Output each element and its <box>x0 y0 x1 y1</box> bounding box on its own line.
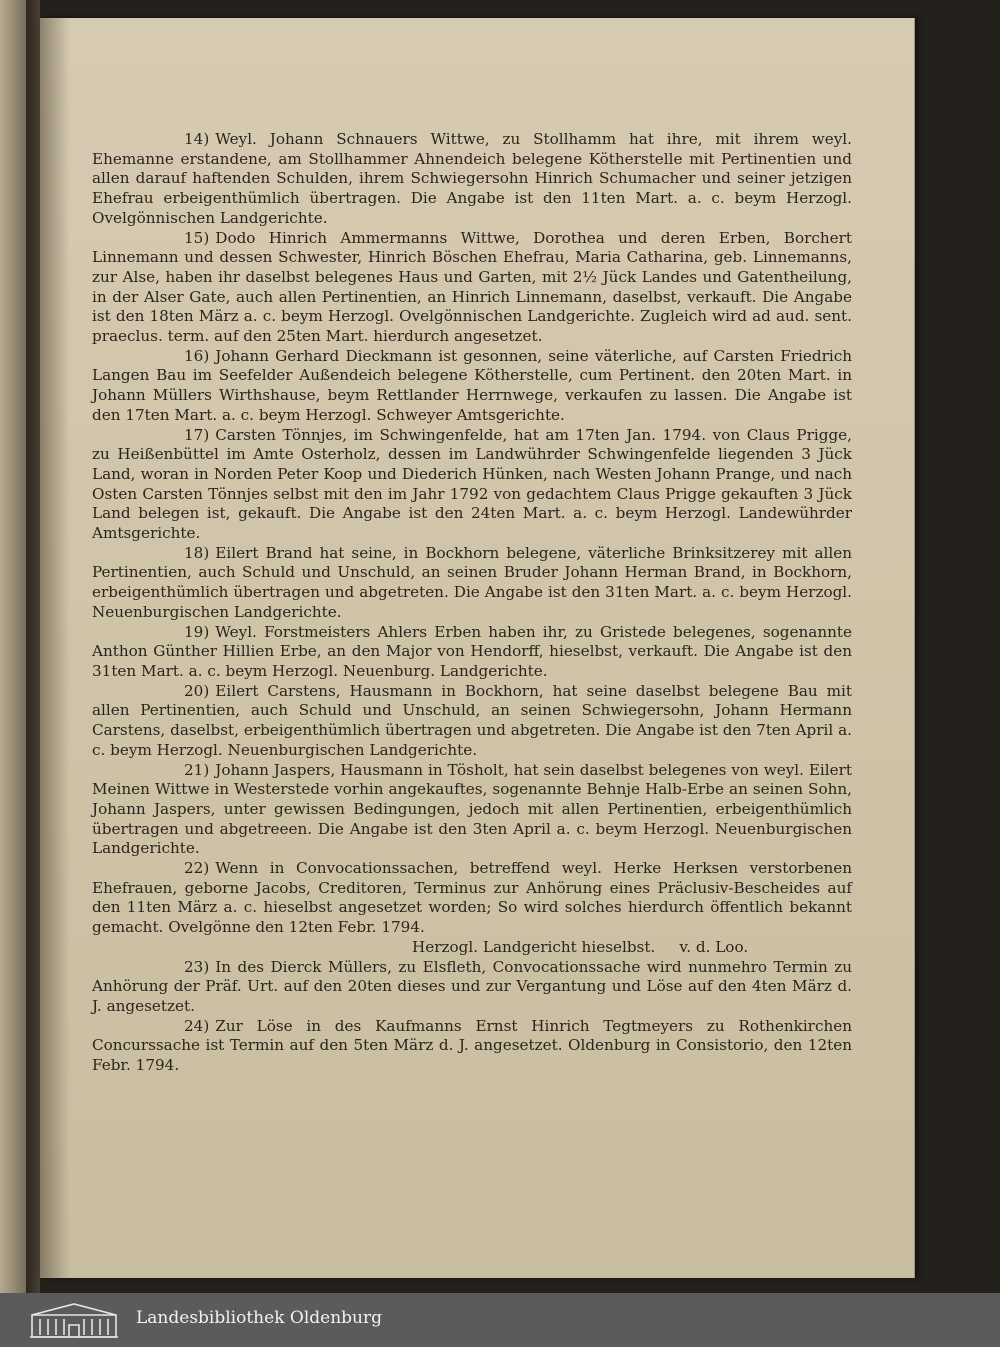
library-building-icon <box>28 1301 120 1339</box>
notice-number: 23) <box>184 957 210 976</box>
notice-body: Eilert Brand hat seine, in Bockhorn belegene, väterliche Brinksitzerey mit allen Pertinentien, auch Schuld und Unschuld, an seinen Bruder Johann Herman Brand, in Bockhorn, erbeigenthümlich übertragen und abgetreten. Die Angabe ist den 31ten Mart. a. c. beym Herzogl. Neuenburgischen Landgerichte. <box>92 543 852 621</box>
notice-body: Zur Löse in des Kaufmanns Ernst Hinrich Tegtmeyers zu Rothenkirchen Concurssache ist Termin auf den 5ten März d. J. angesetzet. Oldenburg in Consistorio, den 12ten Febr. 1794. <box>92 1016 852 1075</box>
notice-number: 22) <box>184 859 210 878</box>
notice-22 <box>92 859 852 938</box>
page-text <box>92 130 852 1076</box>
notice-number: 16) <box>184 346 210 365</box>
notice-number: 14) <box>184 130 210 148</box>
notice-23 <box>92 958 852 1017</box>
notice-number: 19) <box>184 622 210 641</box>
notice-17 <box>92 426 852 544</box>
notice-body: Eilert Carstens, Hausmann in Bockhorn, hat seine daselbst belegene Bau mit allen Pertinentien, auch Schuld und Unschuld, an seinen Schwiegersohn, Johann Hermann Carstens, daselbst, erbeigenthümlich übertragen und abgetreten. Die Angabe ist den 7ten April a. c. beym Herzogl. Neuenburgischen Landgerichte. <box>92 681 852 759</box>
notice-number: 17) <box>184 425 210 444</box>
notice-body: Weyl. Forstmeisters Ahlers Erben haben ihr, zu Gristede belegenes, sogenannte Anthon Günther Hillien Erbe, an den Major von Hendorff, hieselbst, verkauft. Die Angabe ist den 31ten Mart. a. c. beym Herzogl. Neuenburg. Landgerichte. <box>92 622 852 680</box>
signature-text: Herzogl. Landgericht hieselbst. v. d. Loo. <box>412 937 749 956</box>
notice-number: 18) <box>184 543 210 562</box>
library-footer <box>0 1293 1000 1347</box>
notice-20 <box>92 682 852 761</box>
notice-number: 15) <box>184 228 210 247</box>
notice-19 <box>92 623 852 682</box>
notice-body: In des Dierck Müllers, zu Elsfleth, Convocationssache wird nunmehro Termin zu Anhörung der Präf. Urt. auf den 20ten dieses und zur Vergantung und Löse auf den 4ten März d. J. angesetzet. <box>92 957 852 1015</box>
notice-24 <box>92 1017 852 1076</box>
notice-body: Carsten Tönnjes, im Schwingenfelde, hat am 17ten Jan. 1794. von Claus Prigge, zu Heißenbüttel im Amte Osterholz, dessen im Landwührder Schwingenfelde liegenden 3 Jück Land, woran in Norden Peter Koop und Diederich Hünken, nach Westen Johann Prange, und nach Osten Carsten Tönnjes selbst mit den im Jahr 1792 von gedachtem Claus Prigge gekauften 3 Jück Land belegen ist, gekauft. Die Angabe ist den 24ten Mart. a. c. beym Herzogl. Landewührder Amtsgerichte. <box>92 425 852 543</box>
notice-body: Wenn in Convocationssachen, betreffend weyl. Herke Herksen verstorbenen Ehefrauen, geborne Jacobs, Creditoren, Terminus zur Anhörung eines Präclusiv-Bescheides auf den 11ten März a. c. hieselbst angesetzet worden; So wird solches hierdurch öffentlich bekannt gemacht. Ovelgönne den 12ten Febr. 1794. <box>92 859 852 937</box>
notice-number: 20) <box>184 681 210 700</box>
notice-18 <box>92 544 852 623</box>
notice-number: 24) <box>184 1016 210 1035</box>
page-shadow <box>40 18 70 1278</box>
notice-14 <box>92 130 852 229</box>
notice-16 <box>92 347 852 426</box>
notice-number: 21) <box>184 760 210 779</box>
notice-body: Johann Gerhard Dieckmann ist gesonnen, seine väterliche, auf Carsten Friedrich Langen Bau im Seefelder Außendeich belegene Kötherstelle, cum Pertinent. den 20ten Mart. in Johann Müllers Wirthshause, beym Rettlander Herrnwege, verkaufen zu lassen. Die Angabe ist den 17ten Mart. a. c. beym Herzogl. Schweyer Amtsgerichte. <box>92 346 852 424</box>
book-gutter <box>26 0 40 1293</box>
notice-body: Weyl. Johann Schnauers Wittwe, zu Stollhamm hat ihre, mit ihrem weyl. Ehemanne erstandene, am Stollhammer Ahnendeich belegene Kötherstelle mit Pertinentien und allen darauf haftenden Schulden, ihrem Schwiegersohn Hinrich Schumacher und seiner jetzigen Ehefrau erbeigenthümlich übertragen. Die Angabe ist den 11ten Mart. a. c. beym Herzogl. Ovelgönnischen Landgerichte. <box>92 130 852 227</box>
notice-21 <box>92 761 852 860</box>
notice-body: Dodo Hinrich Ammermanns Wittwe, Dorothea und deren Erben, Borchert Linnemann und dessen Schwester, Hinrich Böschen Ehefrau, Maria Catharina, geb. Linnemanns, zur Alse, haben ihr daselbst belegenes Haus und Garten, mit 2½ Jück Landes und Gatentheilung, in der Alser Gate, auch allen Pertinentien, an Hinrich Linnemann, daselbst, verkauft. Die Angabe ist den 18ten März a. c. beym Herzogl. Ovelgönnischen Landgerichte. Zugleich wird ad aud. sent. praeclus. term. auf den 25ten Mart. hierdurch angesetzet. <box>92 228 852 346</box>
notice-body: Johann Jaspers, Hausmann in Tösholt, hat sein daselbst belegenes von weyl. Eilert Meinen Wittwe in Westerstede vorhin angekauftes, sogenannte Behnje Halb-Erbe an seinen Sohn, Johann Jaspers, unter gewissen Bedingungen, jedoch mit allen Pertinentien, erbeigenthümlich übertragen und abgetreeen. Die Angabe ist den 3ten April a. c. beym Herzogl. Neuenburgischen Landgerichte. <box>92 760 852 858</box>
document-page <box>40 18 915 1278</box>
court-signature <box>92 938 852 958</box>
library-name: Landesbibliothek Oldenburg <box>136 1308 383 1328</box>
notice-15 <box>92 229 852 347</box>
